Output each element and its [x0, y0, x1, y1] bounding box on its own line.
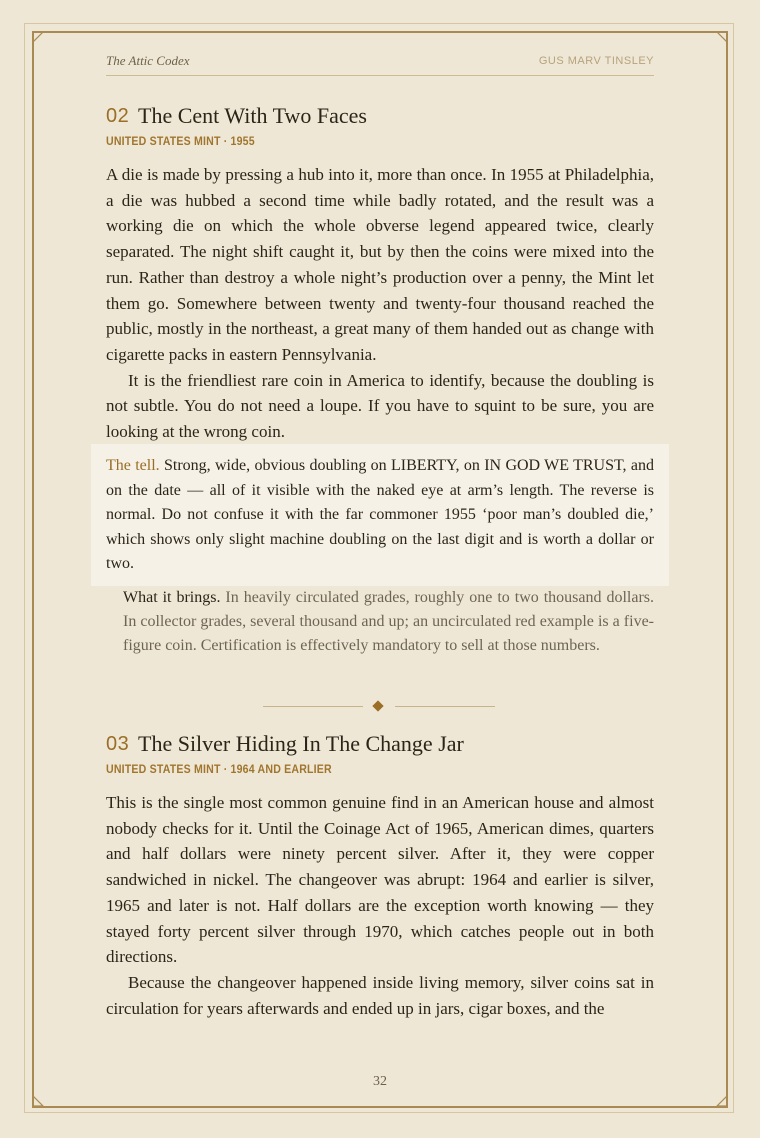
- section-body: [106, 162, 654, 445]
- section-heading: [106, 105, 654, 135]
- corner-ornament-icon: [715, 1094, 727, 1106]
- book-title: The Attic Codex: [106, 53, 190, 68]
- body-paragraph: A die is made by pressing a hub into it, more than once. In 1955 at Philadelphia, a die was hubbed a second time while badly rotated, and the result was a working die on which the whole obverse legend appeared twice, clearly separated. The night shift caught it, but by then the coins were mixed into the run. Rather than destroy a whole night’s production over a penny, the Mint let them go. Somewhere between twenty and twenty-four thousand reached the public, mostly in the northeast, a great many of them handed out as change with cigarette packs in eastern Pennsylvania.: [106, 165, 654, 364]
- page-number: 32: [373, 1074, 387, 1089]
- section-divider: [263, 699, 495, 713]
- body-paragraph: Because the changeover happened inside living memory, silver coins sat in circulation for years afterwards and ended up in jars, cigar boxes, and the: [106, 972, 654, 1018]
- section-title: The Cent With Two Faces: [138, 103, 367, 128]
- section-number: 02: [106, 105, 130, 127]
- section-subtitle: UNITED STATES MINT · 1955: [106, 136, 255, 148]
- corner-ornament-icon: [33, 1094, 45, 1106]
- corner-ornament-icon: [715, 32, 727, 44]
- value-note-body: In heavily circulated grades, roughly one to two thousand dollars. In collector grades, several thousand and up; an uncirculated red example is a five-figure coin. Certification is effectively mandatory to sell at those numbers.: [123, 589, 654, 655]
- section-heading: [106, 733, 654, 763]
- section-body: [106, 790, 654, 1021]
- divider-line: [263, 706, 363, 707]
- callout-label: The tell.: [106, 457, 160, 474]
- author-name: GUS MARV TINSLEY: [538, 55, 654, 67]
- running-header: [106, 53, 654, 76]
- callout-box: [91, 444, 669, 586]
- section-subtitle: UNITED STATES MINT · 1964 AND EARLIER: [106, 764, 332, 776]
- section-title: The Silver Hiding In The Change Jar: [138, 731, 464, 756]
- body-paragraph: This is the single most common genuine find in an American house and almost nobody checks for it. Until the Coinage Act of 1965, American dimes, quarters and half dollars were ninety percent silver. After it, they were copper sandwiched in nickel. The changeover was abrupt: 1964 and earlier is silver, 1965 and later is not. Half dollars are the exception worth knowing — they stayed forty percent silver through 1970, which catches people out in both directions.: [106, 793, 654, 967]
- callout-text: [106, 454, 654, 577]
- value-note-label: What it brings.: [123, 589, 221, 606]
- section-number: 03: [106, 733, 130, 755]
- callout-body: Strong, wide, obvious doubling on LIBERTY, on IN GOD WE TRUST, and on the date — all of it visible with the naked eye at arm’s length. The reverse is normal. Do not confuse it with the far commoner 1955 ‘poor man’s doubled die,’ which shows only slight machine doubling on the last digit and is worth a dollar or two.: [106, 457, 654, 572]
- divider-line: [395, 706, 495, 707]
- value-note: [123, 586, 654, 659]
- diamond-ornament-icon: [372, 700, 383, 711]
- corner-ornament-icon: [33, 32, 45, 44]
- body-paragraph: It is the friendliest rare coin in America to identify, because the doubling is not subtle. You do not need a loupe. If you have to squint to be sure, you are looking at the wrong coin.: [106, 370, 654, 442]
